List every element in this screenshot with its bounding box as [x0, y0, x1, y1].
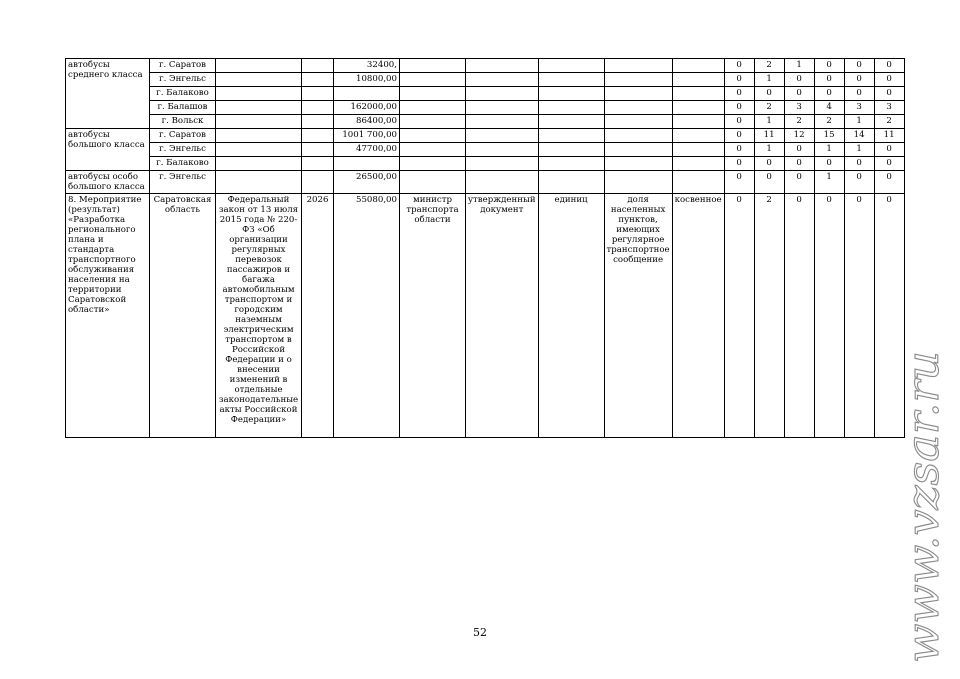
table-cell	[400, 87, 466, 101]
table-cell: 1	[784, 59, 814, 73]
table-cell	[466, 171, 539, 194]
table-cell: 0	[724, 115, 754, 129]
table-cell	[672, 59, 724, 73]
table-cell	[672, 101, 724, 115]
table-cell: 0	[784, 171, 814, 194]
table-cell	[604, 87, 672, 101]
table-cell: 2026	[302, 194, 334, 438]
table-cell	[400, 73, 466, 87]
table-cell: автобусы особо большого класса	[66, 171, 150, 194]
table-cell: 86400,00	[334, 115, 400, 129]
table-cell: 2	[874, 115, 904, 129]
table-cell	[538, 115, 604, 129]
table-cell: 0	[814, 73, 844, 87]
table-cell: 0	[874, 171, 904, 194]
table-cell: 1	[844, 143, 874, 157]
table-cell: 14	[844, 129, 874, 143]
table-cell: г. Вольск	[150, 115, 216, 129]
watermark	[900, 345, 950, 665]
table-cell	[538, 73, 604, 87]
table-cell: министр транспорта области	[400, 194, 466, 438]
table-cell: единиц	[538, 194, 604, 438]
table-cell: 2	[784, 115, 814, 129]
table-cell: 4	[814, 101, 844, 115]
table-cell: 0	[724, 59, 754, 73]
table-cell: 1	[814, 171, 844, 194]
table-cell: 47700,00	[334, 143, 400, 157]
table-cell: 0	[754, 157, 784, 171]
table-row	[66, 157, 905, 171]
table-cell	[466, 143, 539, 157]
table-cell	[538, 143, 604, 157]
table-cell: г. Энгельс	[150, 143, 216, 157]
table-cell: г. Энгельс	[150, 171, 216, 194]
table-cell: 0	[874, 194, 904, 438]
table-cell	[672, 115, 724, 129]
table-cell	[216, 129, 302, 143]
table-cell: 1	[814, 143, 844, 157]
table-row	[66, 115, 905, 129]
table-cell	[466, 115, 539, 129]
table-cell: 0	[814, 87, 844, 101]
table-cell	[400, 59, 466, 73]
table-cell	[400, 101, 466, 115]
table-cell: 2	[814, 115, 844, 129]
table-cell	[466, 73, 539, 87]
table-cell: 0	[844, 171, 874, 194]
table-row	[66, 101, 905, 115]
table-cell	[672, 87, 724, 101]
table-cell	[466, 87, 539, 101]
table-cell: 0	[814, 194, 844, 438]
table-cell: г. Саратов	[150, 59, 216, 73]
table-cell	[302, 59, 334, 73]
table-cell	[538, 129, 604, 143]
table-cell: г. Балашов	[150, 101, 216, 115]
table-cell: 0	[724, 73, 754, 87]
table-cell: 0	[724, 101, 754, 115]
table-cell	[538, 171, 604, 194]
table-cell	[466, 59, 539, 73]
table-row	[66, 194, 905, 438]
table-cell: 0	[874, 143, 904, 157]
table-cell: 0	[874, 59, 904, 73]
table-cell	[302, 101, 334, 115]
table-cell	[604, 129, 672, 143]
table-cell	[466, 157, 539, 171]
table-cell	[216, 171, 302, 194]
table-cell: 0	[784, 194, 814, 438]
table-cell	[400, 143, 466, 157]
table-cell	[216, 115, 302, 129]
table-cell: доля населенных пунктов, имеющих регулярное транспортное сообщение	[604, 194, 672, 438]
table-cell: 162000,00	[334, 101, 400, 115]
table-cell	[538, 157, 604, 171]
table-cell	[466, 101, 539, 115]
table-cell: г. Энгельс	[150, 73, 216, 87]
table-cell	[672, 157, 724, 171]
table-cell: косвенное	[672, 194, 724, 438]
table-cell	[216, 157, 302, 171]
table-cell	[538, 87, 604, 101]
table-row	[66, 171, 905, 194]
table-cell: автобусы среднего класса	[66, 59, 150, 129]
table-cell: 0	[844, 73, 874, 87]
table-cell	[672, 143, 724, 157]
table-cell: г. Саратов	[150, 129, 216, 143]
table-cell	[334, 87, 400, 101]
table-cell: 0	[874, 87, 904, 101]
table-cell: 3	[874, 101, 904, 115]
table-cell	[302, 129, 334, 143]
table-cell: 26500,00	[334, 171, 400, 194]
table-cell: 0	[874, 157, 904, 171]
table-cell	[672, 171, 724, 194]
table-cell: 1001 700,00	[334, 129, 400, 143]
watermark-text: www.vzsar.ru	[900, 364, 949, 663]
table-row	[66, 143, 905, 157]
table-cell	[216, 73, 302, 87]
table-cell: 1	[754, 115, 784, 129]
table-cell: 2	[754, 194, 784, 438]
table-cell: 55080,00	[334, 194, 400, 438]
table-row	[66, 73, 905, 87]
table-cell	[302, 73, 334, 87]
table-cell	[216, 143, 302, 157]
data-table	[65, 58, 905, 438]
table-cell: 0	[724, 171, 754, 194]
table-cell: 0	[784, 143, 814, 157]
table-cell: 0	[754, 171, 784, 194]
table-cell: 0	[754, 87, 784, 101]
table-cell: утвержденный документ	[466, 194, 539, 438]
table-cell: 0	[724, 143, 754, 157]
table-cell: г. Балаково	[150, 87, 216, 101]
table-cell	[604, 143, 672, 157]
table-cell: 32400,	[334, 59, 400, 73]
table-cell: 11	[754, 129, 784, 143]
table-cell	[302, 143, 334, 157]
table-cell: 2	[754, 59, 784, 73]
table-row	[66, 87, 905, 101]
table-cell	[216, 87, 302, 101]
table-cell	[216, 59, 302, 73]
table-cell: 11	[874, 129, 904, 143]
table-cell	[400, 115, 466, 129]
table-cell	[466, 129, 539, 143]
table-cell: 0	[844, 59, 874, 73]
table-row	[66, 59, 905, 73]
table-cell: 12	[784, 129, 814, 143]
table-cell: 3	[784, 101, 814, 115]
table-cell: 3	[844, 101, 874, 115]
table-cell: 0	[814, 157, 844, 171]
table-cell	[302, 171, 334, 194]
table-cell: 0	[784, 87, 814, 101]
table-cell: 0	[874, 73, 904, 87]
table-cell: автобусы большого класса	[66, 129, 150, 171]
table-cell	[604, 59, 672, 73]
table-cell	[604, 115, 672, 129]
table-cell	[604, 157, 672, 171]
table-cell	[334, 157, 400, 171]
table-cell	[400, 157, 466, 171]
table-cell: 0	[844, 157, 874, 171]
table-cell	[538, 59, 604, 73]
table-cell	[672, 73, 724, 87]
table-cell	[216, 101, 302, 115]
table-cell: 8. Мероприятие (результат) «Разработка регионального плана и стандарта транспортного обслуживания населения на территории Саратовской области»	[66, 194, 150, 438]
table-cell: 0	[844, 194, 874, 438]
table-cell	[400, 129, 466, 143]
table-cell	[302, 157, 334, 171]
table-cell: 0	[724, 157, 754, 171]
table-cell: г. Балаково	[150, 157, 216, 171]
table-cell: 0	[784, 73, 814, 87]
table-cell: 1	[754, 73, 784, 87]
table-cell: 2	[754, 101, 784, 115]
table-cell	[604, 101, 672, 115]
page-number: 52	[473, 626, 487, 639]
table-cell	[604, 171, 672, 194]
table-cell	[400, 171, 466, 194]
table-cell	[538, 101, 604, 115]
table-cell	[672, 129, 724, 143]
table-cell	[302, 87, 334, 101]
table-cell: 1	[844, 115, 874, 129]
table-cell: 1	[754, 143, 784, 157]
table-row	[66, 129, 905, 143]
table-cell	[302, 115, 334, 129]
table-cell: Саратовская область	[150, 194, 216, 438]
table-cell: 0	[724, 194, 754, 438]
table-cell: 15	[814, 129, 844, 143]
table-cell: 0	[724, 129, 754, 143]
table-cell: 0	[844, 87, 874, 101]
table-cell: 0	[724, 87, 754, 101]
table-cell	[604, 73, 672, 87]
table-cell: 0	[784, 157, 814, 171]
table-cell: 0	[814, 59, 844, 73]
table-cell: Федеральный закон от 13 июля 2015 года № 220-ФЗ «Об организации регулярных перевозок пассажиров и багажа автомобильным транспортом и городским наземным электрическим транспортом в Российской Федерации и о внесении изменений в отдельные законодательные акты Российской Федерации»	[216, 194, 302, 438]
table-cell: 10800,00	[334, 73, 400, 87]
